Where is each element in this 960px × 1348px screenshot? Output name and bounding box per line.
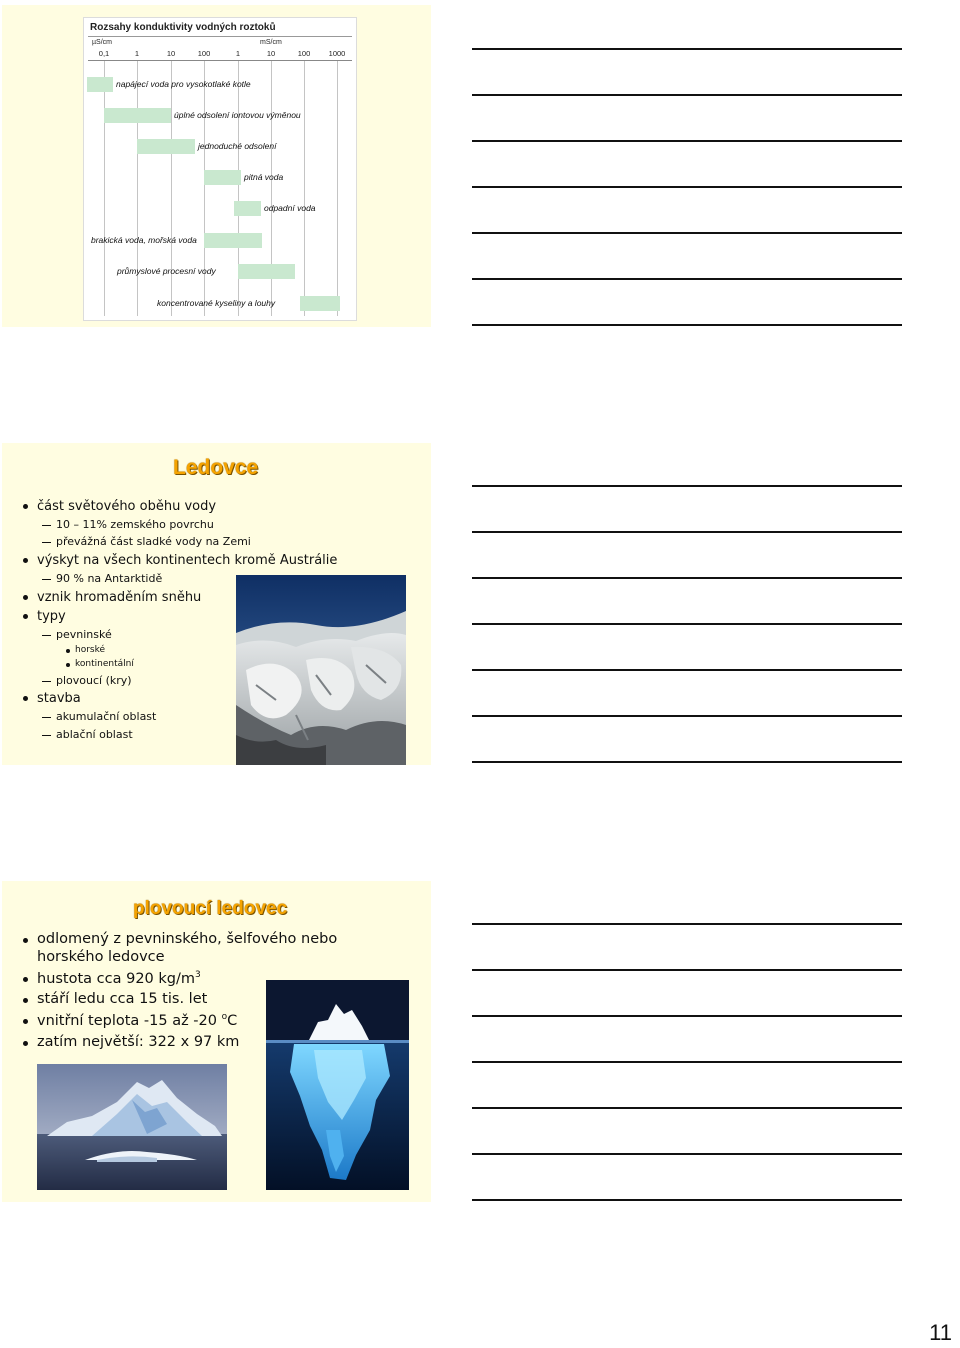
bullet-dot xyxy=(23,614,28,619)
grid-line xyxy=(137,61,138,316)
slide-floating-iceberg xyxy=(2,881,431,1202)
bullet-text: plovoucí (kry) xyxy=(56,674,132,687)
bullet-item xyxy=(56,518,214,531)
bullet-dot xyxy=(66,649,70,653)
bullet-text: pevninské xyxy=(56,628,112,641)
bullet-dash xyxy=(42,525,51,526)
tick-label: 100 xyxy=(297,49,311,58)
bullet-item xyxy=(37,1034,239,1050)
grid-line xyxy=(171,61,172,316)
bullet-dash xyxy=(42,542,51,543)
bullet-text: vnitřní teplota -15 až -20 xyxy=(37,1012,222,1029)
bullet-text: ablační oblast xyxy=(56,728,133,741)
bullet-text: 10 – 11% zemského povrchu xyxy=(56,518,214,531)
tick-label: 10 xyxy=(266,49,276,58)
note-line xyxy=(472,623,902,625)
bullet-dot xyxy=(23,504,28,509)
slide-title: Ledovce xyxy=(173,456,259,479)
bullet-item xyxy=(37,590,201,605)
bullet-item xyxy=(37,1012,237,1029)
unit-label-us: µS/cm xyxy=(92,39,112,46)
note-line xyxy=(472,278,902,280)
note-line xyxy=(472,577,902,579)
bullet-text: horské xyxy=(75,645,106,655)
grid-line xyxy=(204,61,205,316)
bullet-item xyxy=(37,691,81,706)
slide-title: plovoucí ledovec xyxy=(133,898,288,919)
range-label: odpadní voda xyxy=(264,203,316,213)
bullet-dash xyxy=(42,717,51,718)
bullet-item xyxy=(56,628,112,641)
conductivity-range-chart xyxy=(83,17,357,321)
range-label: úplné odsolení iontovou výměnou xyxy=(174,110,301,120)
range-bar-full-demin xyxy=(104,108,171,123)
note-line xyxy=(472,715,902,717)
bullet-item xyxy=(75,645,105,655)
range-bar-brackish xyxy=(204,233,262,248)
header-divider xyxy=(88,60,352,61)
bullet-text: část světového oběhu vody xyxy=(37,499,217,514)
range-label: pitná voda xyxy=(244,172,284,182)
bullet-item xyxy=(56,535,251,548)
bullet-text: odlomený z pevninského, šelfového nebo xyxy=(37,931,338,947)
slide-conductivity xyxy=(2,5,431,327)
note-line xyxy=(472,969,902,971)
submerged-iceberg-photo xyxy=(266,980,409,1190)
bullet-text: hustota cca 920 kg/m xyxy=(37,970,196,987)
tick-label: 1000 xyxy=(328,49,346,58)
range-label: průmyslové procesní vody xyxy=(117,266,216,276)
tick-label: 0,1 xyxy=(98,49,110,58)
range-bar-waste xyxy=(234,201,261,216)
superscript: 3 xyxy=(195,970,201,980)
bullet-dot xyxy=(23,998,28,1003)
tick-label: 10 xyxy=(166,49,176,58)
bullet-dash xyxy=(42,681,51,682)
bullet-dot xyxy=(23,1041,28,1046)
note-line xyxy=(472,1061,902,1063)
bullet-item xyxy=(37,931,337,947)
note-line xyxy=(472,94,902,96)
bullet-text: stáří ledu cca 15 tis. let xyxy=(37,991,208,1007)
range-label: koncentrované kyseliny a louhy xyxy=(157,298,276,308)
bullet-text: zatím největší: 322 x 97 km xyxy=(37,1034,240,1050)
note-line xyxy=(472,1015,902,1017)
note-line xyxy=(472,1199,902,1201)
bullet-text: kontinentální xyxy=(75,659,134,669)
range-label: brakická voda, mořská voda xyxy=(91,235,197,245)
range-bar-boiler-feed xyxy=(87,77,113,92)
bullet-item xyxy=(37,970,201,987)
bullet-dot xyxy=(23,977,28,982)
bullet-text: převážná část sladké vody na Zemi xyxy=(56,535,251,548)
bullet-item xyxy=(56,674,132,687)
tick-label: 1 xyxy=(134,49,140,58)
chart-title: Rozsahy konduktivity vodných roztoků xyxy=(90,22,276,33)
bullet-item xyxy=(37,499,216,514)
unit-label-ms: mS/cm xyxy=(260,39,282,46)
range-bar-industrial xyxy=(238,264,295,279)
tick-label: 100 xyxy=(197,49,211,58)
page-number: 11 xyxy=(929,1320,952,1345)
grid-line xyxy=(337,61,338,316)
bullet-dot xyxy=(23,1019,28,1024)
note-line xyxy=(472,324,902,326)
bullet-text: akumulační oblast xyxy=(56,710,157,723)
glacier-photo xyxy=(236,575,406,765)
bullet-text: typy xyxy=(37,609,66,624)
note-line xyxy=(472,669,902,671)
range-label: jednoduché odsolení xyxy=(198,141,277,151)
bullet-item xyxy=(37,609,66,624)
bullet-dot xyxy=(23,595,28,600)
note-line xyxy=(472,485,902,487)
note-line xyxy=(472,140,902,142)
bullet-item xyxy=(56,572,162,585)
bullet-text: C xyxy=(227,1012,238,1029)
grid-line xyxy=(104,61,105,316)
tick-label: 1 xyxy=(235,49,241,58)
bullet-item xyxy=(37,991,207,1007)
note-line xyxy=(472,232,902,234)
bullet-dash xyxy=(42,735,51,736)
bullet-text: výskyt na všech kontinentech kromě Austrálie xyxy=(37,553,338,568)
bullet-text: vznik hromaděním sněhu xyxy=(37,590,202,605)
grid-line xyxy=(304,61,305,316)
bullet-dot xyxy=(66,663,70,667)
note-line xyxy=(472,1153,902,1155)
note-line xyxy=(472,761,902,763)
bullet-dash xyxy=(42,635,51,636)
bullet-item xyxy=(56,728,133,741)
title-divider xyxy=(88,36,352,37)
slide-glaciers xyxy=(2,443,431,765)
bullet-dot xyxy=(23,938,28,943)
range-bar-drinking xyxy=(204,170,241,185)
bullet-dot xyxy=(23,558,28,563)
bullet-text: 90 % na Antarktidě xyxy=(56,572,163,585)
range-bar-acids xyxy=(300,296,340,311)
superscript: o xyxy=(221,1012,228,1022)
bullet-text: stavba xyxy=(37,691,81,706)
note-line xyxy=(472,1107,902,1109)
note-line xyxy=(472,923,902,925)
bullet-continuation: horského ledovce xyxy=(37,949,165,965)
bullet-item xyxy=(37,553,337,568)
bullet-dash xyxy=(42,579,51,580)
bullet-item xyxy=(75,659,134,669)
note-line xyxy=(472,186,902,188)
bullet-item xyxy=(56,710,156,723)
iceberg-sea-photo xyxy=(37,1064,227,1190)
bullet-dot xyxy=(23,696,28,701)
note-line xyxy=(472,531,902,533)
range-label: napájecí voda pro vysokotlaké kotle xyxy=(116,79,251,89)
note-line xyxy=(472,48,902,50)
range-bar-simple-demin xyxy=(137,139,195,154)
